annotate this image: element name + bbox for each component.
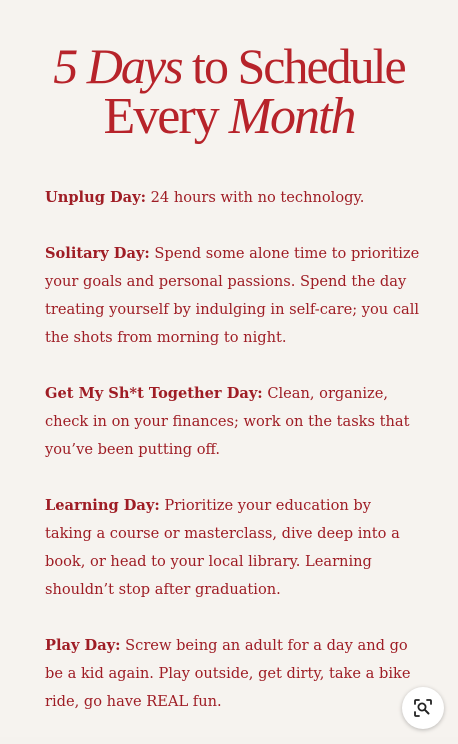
title-line-2 [0, 88, 458, 146]
title-line-1 [0, 38, 458, 94]
section-play-day [45, 632, 420, 716]
title-to-schedule: to Schedule [181, 38, 405, 94]
title-every: Every [103, 88, 229, 145]
section-heading: Learning Day: [45, 497, 160, 514]
visual-search-button[interactable] [402, 687, 444, 729]
title-month: Month [228, 88, 355, 145]
section-solitary-day [45, 240, 420, 352]
section-get-together-day [45, 380, 420, 464]
visual-search-icon [413, 698, 433, 718]
section-heading: Solitary Day: [45, 245, 150, 262]
section-text: 24 hours with no technology. [145, 189, 365, 206]
section-heading: Play Day: [45, 637, 121, 654]
section-heading: Get My Sh*t Together Day: [45, 385, 263, 402]
section-heading: Unplug Day: [45, 189, 146, 206]
section-text: Prioritize your education by taking a course or masterclass, dive deep into a book, or head to your local library. Learning shouldn’t stop after graduation. [45, 497, 400, 598]
title-days: 5 Days [53, 38, 182, 94]
section-unplug-day [45, 184, 420, 212]
section-learning-day [45, 492, 420, 604]
section-text: Spend some alone time to prioritize your goals and personal passions. Spend the day treating yourself by indulging in self-care; you call the shots from morning to night. [45, 245, 420, 346]
section-text: Screw being an adult for a day and go be a kid again. Play outside, get dirty, take a bike ride, go have REAL fun. [45, 637, 411, 710]
day-list [45, 184, 420, 744]
section-text: Clean, organize, check in on your finances; work on the tasks that you’ve been putting off. [45, 385, 410, 458]
